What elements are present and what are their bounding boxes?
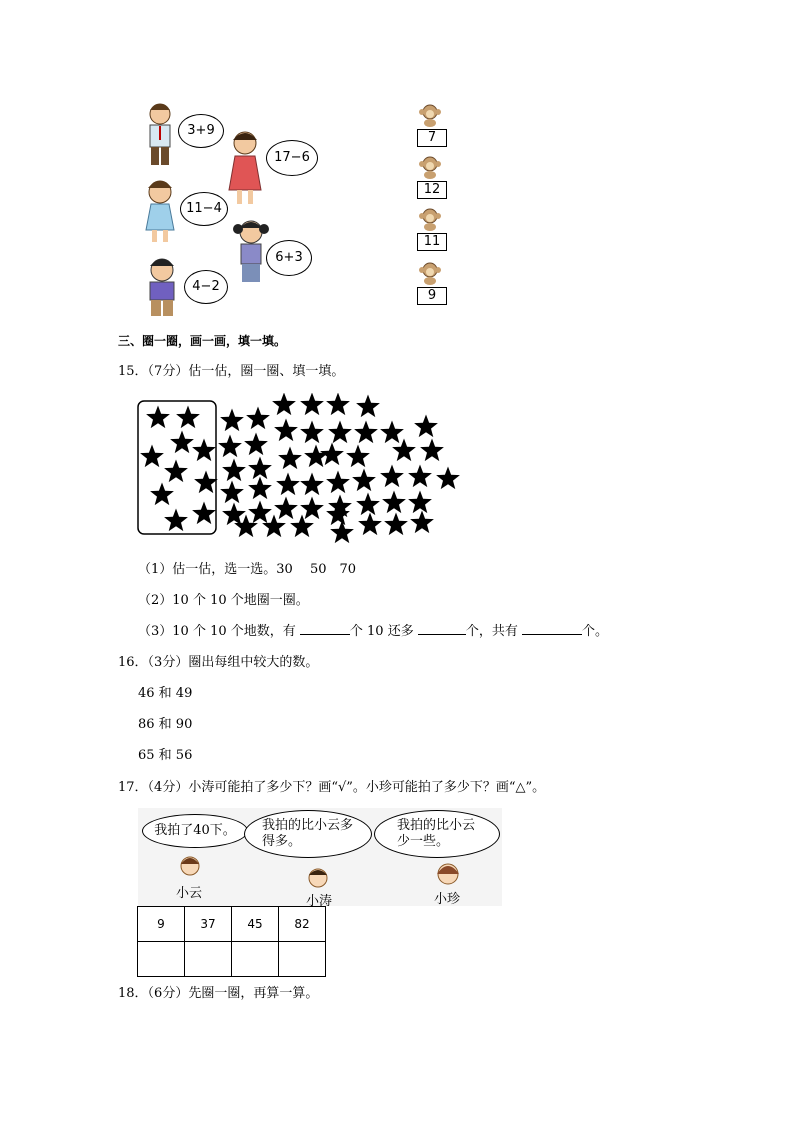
star-icon [192, 439, 216, 462]
q15-part3-text-b: 个 10 还多 [349, 624, 418, 639]
section-heading: 三、圈一圈，画一画，填一填。 [118, 334, 287, 348]
star-icon [222, 459, 246, 482]
kid-boy-2-icon [150, 259, 174, 316]
star-icon [176, 406, 200, 429]
speech-text: 我拍的比小云多得多。 [262, 818, 354, 849]
option-value: 82 [279, 907, 326, 942]
star-icon [146, 406, 170, 429]
number-pair[interactable]: 86 和 90 [138, 717, 193, 732]
monkey-icon-3 [419, 209, 441, 231]
star-icon [248, 457, 272, 480]
expression-bubble: 11−4 [180, 192, 228, 226]
expression-bubble: 4−2 [184, 270, 228, 304]
speech-text: 我拍的比小云少一些。 [397, 818, 476, 849]
star-icon [392, 439, 416, 462]
q15-part2: （2）10 个 10 个地圈一圈。 [138, 593, 309, 608]
star-icon [276, 473, 300, 496]
q15-part3-text-d: 个。 [581, 624, 608, 639]
girl-face-icon [437, 864, 459, 884]
q17-title: 17．（4分）小涛可能拍了多少下？画“√”。小珍可能拍了多少下？画“△”。 [118, 780, 546, 795]
star-icon [352, 469, 376, 492]
star-icon [300, 393, 324, 415]
q15-part1: （1）估一估，选一选。30 50 70 [138, 562, 357, 577]
kid-name-xiaozhen: 小珍 [434, 892, 461, 907]
monkey-icon-1 [419, 105, 441, 127]
star-icon [220, 409, 244, 432]
star-icon [380, 465, 404, 488]
star-icon [300, 473, 324, 496]
star-icon [414, 415, 438, 438]
star-icon [410, 511, 434, 534]
q18-title: 18．（6分）先圈一圈，再算一算。 [118, 986, 319, 1001]
answer-box: 12 [417, 181, 447, 199]
expression-bubble: 17−6 [266, 140, 318, 176]
star-icon [192, 502, 216, 525]
mark-cell[interactable] [185, 942, 232, 977]
stars-figure [136, 393, 466, 555]
star-icon [150, 483, 174, 506]
answer-box: 7 [417, 129, 447, 147]
star-icon [382, 491, 406, 514]
speech-bubble-xiaoyun: 我拍了40下。 [142, 814, 248, 848]
total-blank[interactable] [522, 634, 582, 635]
expression-bubble: 3+9 [178, 114, 224, 148]
boy-face-icon [309, 869, 327, 887]
mark-cell[interactable] [138, 942, 185, 977]
number-pair[interactable]: 46 和 49 [138, 686, 193, 701]
star-icon [220, 481, 244, 504]
star-icon [358, 513, 382, 536]
star-icon [356, 395, 380, 418]
monkey-icon-4 [419, 263, 441, 285]
q15-part3 [138, 624, 608, 640]
stars-illustration [136, 393, 466, 551]
q15-part3-text-c: 个，共有 [465, 624, 522, 639]
star-icon [304, 445, 328, 468]
girl-face-icon [181, 857, 199, 875]
expression-bubble: 6+3 [266, 240, 312, 276]
star-icon [164, 460, 188, 483]
number-pair[interactable]: 65 和 56 [138, 748, 193, 763]
star-icon [408, 465, 432, 488]
star-icon [290, 515, 314, 538]
kid-name-xiaotao: 小涛 [306, 894, 333, 909]
star-icon [326, 393, 350, 415]
star-icon [354, 421, 378, 444]
star-icon [346, 445, 370, 468]
option-value: 45 [232, 907, 279, 942]
star-icon [164, 509, 188, 532]
tens-blank[interactable] [300, 634, 350, 635]
star-icon [248, 501, 272, 524]
answer-box: 11 [417, 233, 447, 251]
star-icon [218, 435, 242, 458]
star-icon [272, 393, 296, 415]
star-icon [300, 497, 324, 520]
kid-girl-pigtails-icon [233, 221, 269, 282]
star-icon [320, 443, 344, 466]
kid-boy-1-icon [150, 104, 170, 165]
star-icon [300, 421, 324, 444]
star-icon [140, 445, 164, 468]
kid-girl-red-icon [229, 132, 261, 204]
star-icon [222, 503, 246, 526]
monkey-icon-2 [419, 157, 441, 179]
star-icon [248, 477, 272, 500]
q16-title: 16．（3分）圈出每组中较大的数。 [118, 655, 319, 670]
star-icon [326, 471, 350, 494]
star-icon [274, 419, 298, 442]
mark-cell[interactable] [279, 942, 326, 977]
star-icon [384, 513, 408, 536]
star-icon [408, 491, 432, 514]
star-icon [170, 431, 194, 454]
mark-cell[interactable] [232, 942, 279, 977]
q15-part3-text-a: （3）10 个 10 个地数，有 [138, 624, 300, 639]
answer-box: 9 [417, 287, 447, 305]
star-icon [420, 439, 444, 462]
option-value: 37 [185, 907, 232, 942]
star-icon [194, 471, 218, 494]
option-value: 9 [138, 907, 185, 942]
star-icon [244, 433, 268, 456]
star-icon [436, 467, 460, 490]
ones-blank[interactable] [418, 634, 466, 635]
star-icon [246, 407, 270, 430]
star-icon [274, 497, 298, 520]
q17-figure [138, 808, 502, 909]
star-icon [328, 421, 352, 444]
q14-figure [138, 98, 450, 320]
star-icon [278, 447, 302, 470]
options-table [137, 906, 326, 977]
kid-name-xiaoyun: 小云 [176, 886, 203, 901]
star-icon [330, 521, 354, 544]
star-icon [380, 421, 404, 444]
q15-title: 15．（7分）估一估，圈一圈、填一填。 [118, 364, 345, 379]
star-icon [356, 493, 380, 516]
kid-girl-blue-icon [146, 181, 174, 242]
